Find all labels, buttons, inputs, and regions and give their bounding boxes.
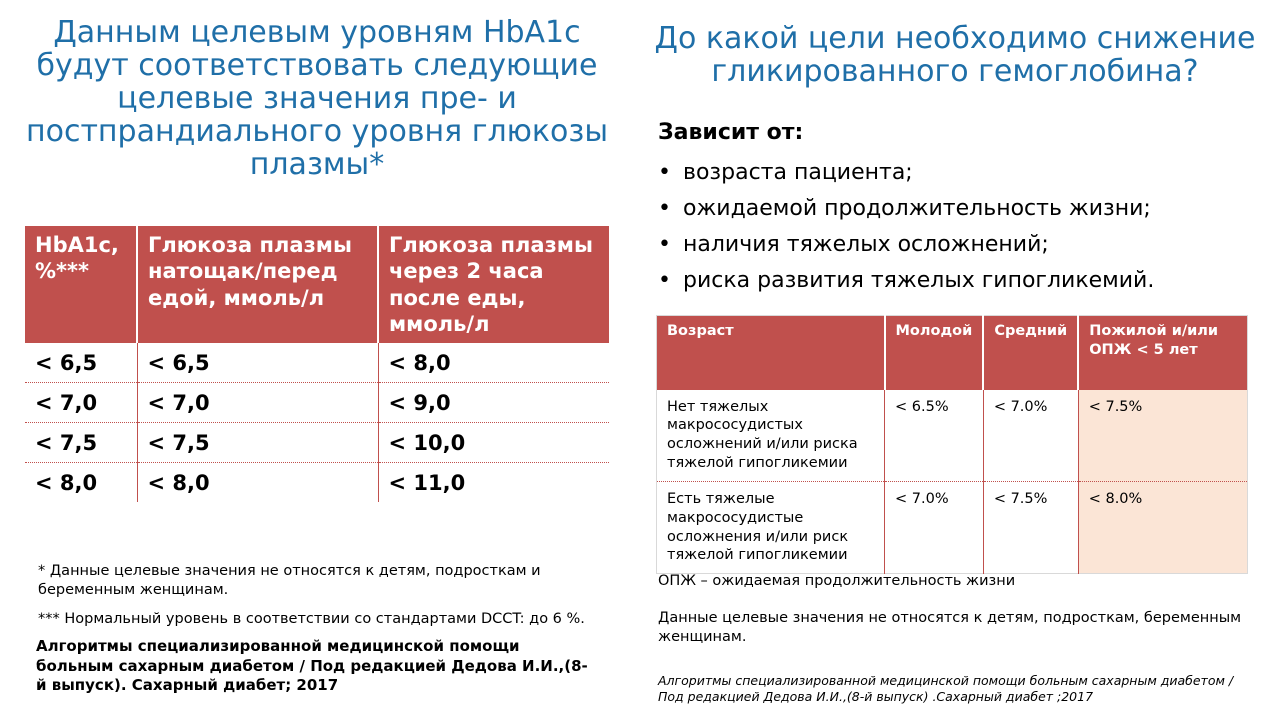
- source-citation-left: Алгоритмы специализированной медицинской помощи больным сахарным диабетом / Под редакцией Дедова И.И.,(8-й выпуск). Сахарный диабет; 2017: [36, 637, 588, 694]
- cell-elderly: < 7.5%: [1078, 390, 1247, 482]
- cell-elderly: < 8.0%: [1078, 481, 1247, 573]
- left-title: Данным целевым уровням HbA1c будут соответствовать следующие целевые значения пре- и постпрандиального уровня глюкозы плазмы*: [25, 15, 609, 182]
- table-header-row: [25, 226, 609, 343]
- opzh-definition: ОПЖ – ожидаемая продолжительность жизни: [658, 573, 1016, 589]
- table-header-row: [657, 316, 1248, 390]
- cell-postprandial: < 8,0: [378, 343, 609, 383]
- header-elderly: Пожилой и/или ОПЖ < 5 лет: [1078, 316, 1247, 390]
- cell-hba1c: < 8,0: [25, 463, 137, 503]
- table-row: [657, 390, 1248, 482]
- source-citation-right: Алгоритмы специализированной медицинской помощи больным сахарным диабетом / Под редакцией Дедова И.И.,(8-й выпуск) .Сахарный диабет ;2017: [658, 673, 1234, 705]
- list-item: • риска развития тяжелых гипогликемий.: [658, 263, 1154, 299]
- cell-young: < 6.5%: [885, 390, 984, 482]
- table-row: [657, 481, 1248, 573]
- header-age: Возраст: [657, 316, 885, 390]
- header-postprandial-glucose: Глюкоза плазмы через 2 часа после еды, ммоль/л: [378, 226, 609, 343]
- footnote-right: Данные целевые значения не относятся к детям, подросткам, беременным женщинам.: [658, 610, 1242, 645]
- footnote-dcct: *** Нормальный уровень в соответствии со стандартами DCCT: до 6 %.: [38, 611, 585, 627]
- cell-fasting: < 7,0: [137, 383, 378, 423]
- cell-hba1c: < 6,5: [25, 343, 137, 383]
- table-row: [25, 383, 609, 423]
- cell-middle: < 7.0%: [983, 390, 1078, 482]
- list-item: • наличия тяжелых осложнений;: [658, 227, 1154, 263]
- cell-hba1c: < 7,5: [25, 423, 137, 463]
- cell-fasting: < 6,5: [137, 343, 378, 383]
- cell-postprandial: < 10,0: [378, 423, 609, 463]
- factor-list: [658, 155, 1154, 299]
- cell-fasting: < 8,0: [137, 463, 378, 503]
- hba1c-glucose-table: [25, 226, 609, 502]
- cell-fasting: < 7,5: [137, 423, 378, 463]
- cell-young: < 7.0%: [885, 481, 984, 573]
- cell-condition: Нет тяжелых макрососудистых осложнений и/или риска тяжелой гипогликемии: [657, 390, 885, 482]
- header-middle: Средний: [983, 316, 1078, 390]
- cell-hba1c: < 7,0: [25, 383, 137, 423]
- right-title: До какой цели необходимо снижение гликированного гемоглобина?: [654, 21, 1256, 89]
- table-row: [25, 463, 609, 503]
- cell-middle: < 7.5%: [983, 481, 1078, 573]
- depends-heading: Зависит от:: [658, 120, 804, 145]
- cell-postprandial: < 11,0: [388, 470, 466, 495]
- list-item: • возраста пациента;: [658, 155, 1154, 191]
- header-hba1c: HbA1c, %***: [25, 226, 137, 343]
- header-fasting-glucose: Глюкоза плазмы натощак/перед едой, ммоль/л: [137, 226, 378, 343]
- cell-postprandial: < 9,0: [378, 383, 609, 423]
- cell-condition: Есть тяжелые макрососудистые осложнения и/или риск тяжелой гипогликемии: [657, 481, 885, 573]
- table-row: [25, 343, 609, 383]
- age-target-table: [656, 315, 1248, 574]
- list-item: • ожидаемой продолжительность жизни;: [658, 191, 1154, 227]
- table-row: [25, 423, 609, 463]
- footnote-children: * Данные целевые значения не относятся к детям, подросткам и беременным женщинам.: [38, 563, 541, 598]
- header-young: Молодой: [885, 316, 984, 390]
